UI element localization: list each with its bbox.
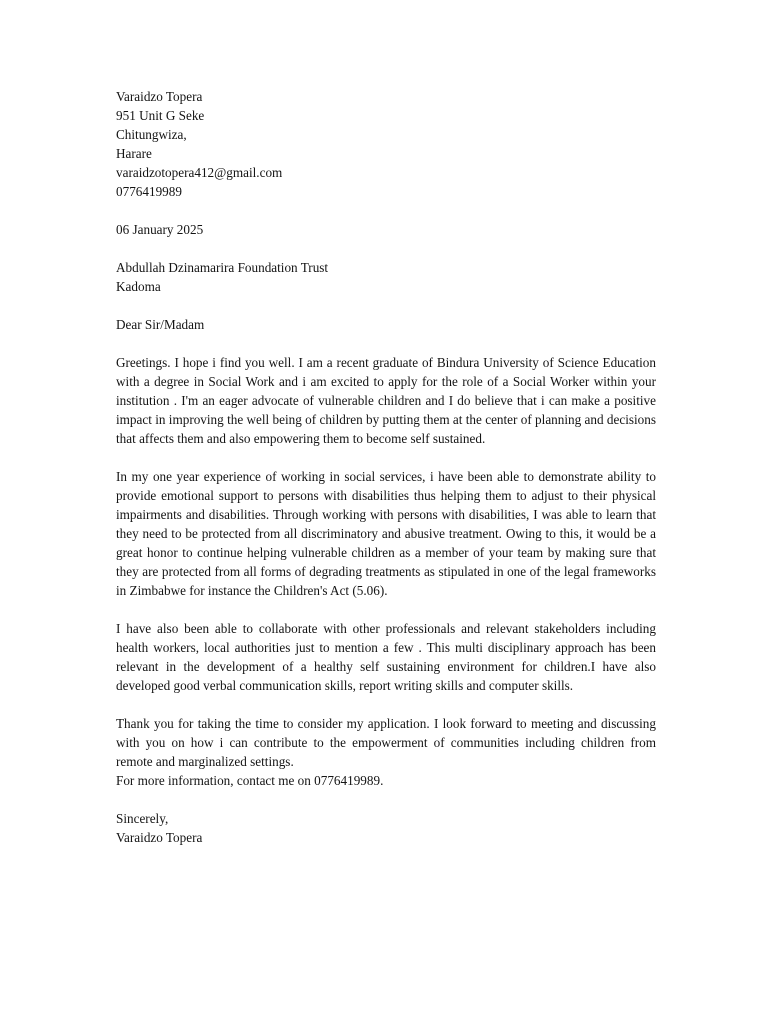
letter-date: 06 January 2025 <box>116 222 204 237</box>
cover-letter <box>116 87 656 847</box>
spacer <box>116 448 656 467</box>
spacer <box>116 790 656 809</box>
salutation: Dear Sir/Madam <box>116 317 205 332</box>
closing-block <box>116 809 656 847</box>
spacer <box>116 296 656 315</box>
body-paragraph-3: I have also been able to collaborate with other professionals and relevant stakeholders including health workers, local authorities just to mention a few . This multi disciplinary approach has been relevant in the development of a healthy self sustaining environment for children.I have also developed good verbal communication skills, report writing skills and computer skills. <box>116 621 656 693</box>
recipient-organization: Abdullah Dzinamarira Foundation Trust <box>116 260 329 275</box>
sender-phone: 0776419989 <box>116 184 182 199</box>
body-paragraph-1: Greetings. I hope i find you well. I am a recent graduate of Bindura University of Science Education with a degree in Social Work and i am excited to apply for the role of a Social Worker within your institution . I'm an eager advocate of vulnerable children and I do believe that i can make a positive impact in improving the well being of children by putting them at the center of planning and decisions that affects them and also empowering them to become self sustained. <box>116 355 656 446</box>
sender-address-line1: 951 Unit G Seke <box>116 108 205 123</box>
spacer <box>116 334 656 353</box>
sender-name: Varaidzo Topera <box>116 89 203 104</box>
spacer <box>116 239 656 258</box>
body-paragraph-4: Thank you for taking the time to consider my application. I look forward to meeting and discussing with you on how i can contribute to the empowerment of communities including children from remote and marginalized settings. <box>116 716 656 769</box>
recipient-address-block <box>116 258 656 296</box>
contact-line: For more information, contact me on 0776419989. <box>116 773 384 788</box>
recipient-city: Kadoma <box>116 279 161 294</box>
sender-email: varaidzotopera412@gmail.com <box>116 165 283 180</box>
sender-address-line2: Chitungwiza, <box>116 127 187 142</box>
sender-address-block <box>116 87 656 201</box>
valediction: Sincerely, <box>116 811 169 826</box>
spacer <box>116 695 656 714</box>
spacer <box>116 600 656 619</box>
sender-address-line3: Harare <box>116 146 152 161</box>
signature-name: Varaidzo Topera <box>116 830 203 845</box>
spacer <box>116 201 656 220</box>
body-paragraph-2: In my one year experience of working in social services, i have been able to demonstrate ability to provide emotional support to persons with disabilities thus helping them to adjust to their physical impairments and disabilities. Through working with persons with disabilities, I was able to learn that they need to be protected from all discriminatory and abusive treatment. Owing to this, it would be a great honor to continue helping vulnerable children as a member of your team by making sure that they are protected from all forms of degrading treatments as stipulated in one of the legal frameworks in Zimbabwe for instance the Children's Act (5.06). <box>116 469 656 598</box>
